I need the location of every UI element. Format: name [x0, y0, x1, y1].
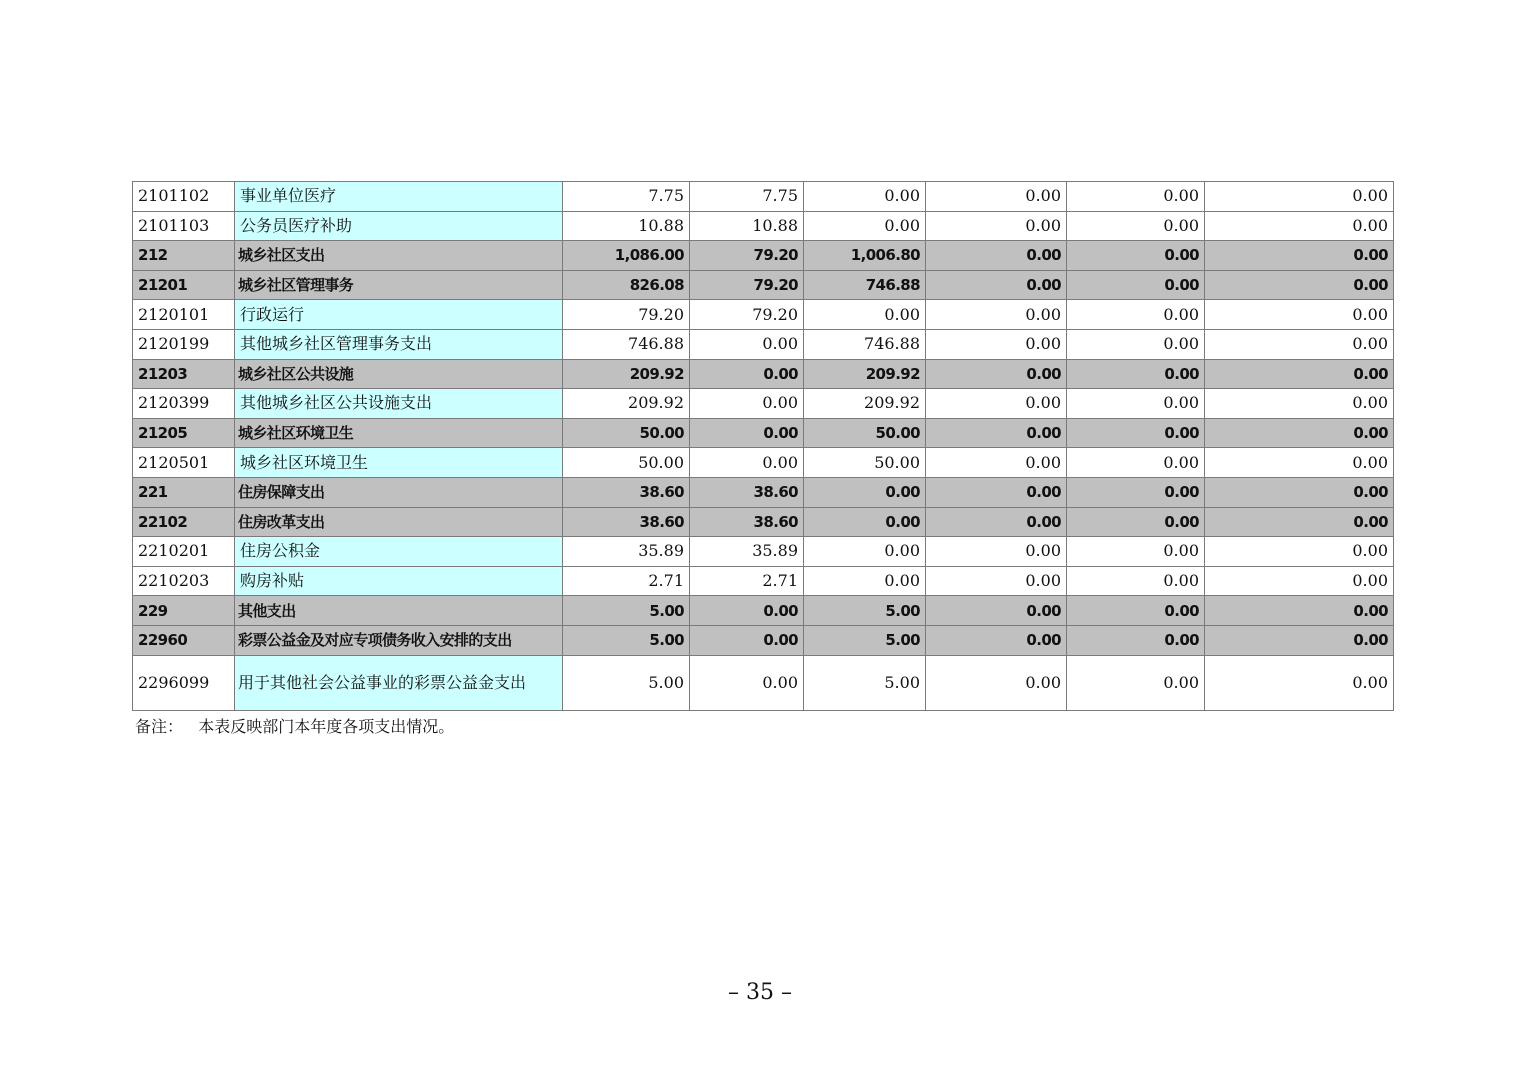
amount-total: 209.92: [563, 359, 690, 389]
amount-total: 1,086.00: [563, 241, 690, 271]
table-footnote: 备注： 本表反映部门本年度各项支出情况。: [135, 717, 455, 736]
table-row: [133, 566, 1394, 596]
amount-total: 50.00: [563, 418, 690, 448]
amount-basic: 2.71: [690, 566, 804, 596]
table-row-summary: [133, 507, 1394, 537]
amount-col4: 0.00: [926, 566, 1067, 596]
subject-name: 住房改革支出: [235, 507, 563, 537]
amount-project: 0.00: [804, 477, 926, 507]
subject-name: 其他支出: [235, 596, 563, 626]
amount-project: 746.88: [804, 329, 926, 359]
amount-basic: 0.00: [690, 329, 804, 359]
subject-code: 2120199: [133, 329, 235, 359]
amount-col4: 0.00: [926, 507, 1067, 537]
subject-name: 彩票公益金及对应专项债务收入安排的支出: [235, 625, 563, 655]
amount-col6: 0.00: [1205, 566, 1394, 596]
subject-code: 21201: [133, 270, 235, 300]
amount-project: 209.92: [804, 359, 926, 389]
subject-code: 2120399: [133, 389, 235, 419]
amount-basic: 79.20: [690, 300, 804, 330]
amount-basic: 0.00: [690, 655, 804, 710]
amount-col5: 0.00: [1067, 329, 1205, 359]
amount-col6: 0.00: [1205, 241, 1394, 271]
amount-col6: 0.00: [1205, 655, 1394, 710]
amount-basic: 38.60: [690, 477, 804, 507]
table-row: [133, 329, 1394, 359]
amount-total: 7.75: [563, 182, 690, 212]
subject-name: 城乡社区环境卫生: [235, 448, 563, 478]
table-row-summary: [133, 418, 1394, 448]
amount-col5: 0.00: [1067, 507, 1205, 537]
subject-name: 行政运行: [235, 300, 563, 330]
subject-code: 212: [133, 241, 235, 271]
amount-col5: 0.00: [1067, 448, 1205, 478]
amount-col5: 0.00: [1067, 389, 1205, 419]
amount-total: 79.20: [563, 300, 690, 330]
expenditure-table: [132, 181, 1394, 711]
amount-col4: 0.00: [926, 625, 1067, 655]
amount-basic: 0.00: [690, 625, 804, 655]
amount-basic: 0.00: [690, 359, 804, 389]
table-row: [133, 211, 1394, 241]
amount-col4: 0.00: [926, 418, 1067, 448]
subject-name: 用于其他社会公益事业的彩票公益金支出: [238, 673, 527, 692]
amount-project: 746.88: [804, 270, 926, 300]
amount-basic: 0.00: [690, 418, 804, 448]
amount-col6: 0.00: [1205, 182, 1394, 212]
amount-basic: 0.00: [690, 448, 804, 478]
table-row: [133, 655, 1394, 710]
subject-code: 22960: [133, 625, 235, 655]
amount-basic: 10.88: [690, 211, 804, 241]
amount-basic: 38.60: [690, 507, 804, 537]
amount-total: 5.00: [563, 655, 690, 710]
subject-name: 事业单位医疗: [235, 182, 563, 212]
subject-name: 公务员医疗补助: [235, 211, 563, 241]
subject-code: 221: [133, 477, 235, 507]
amount-col6: 0.00: [1205, 211, 1394, 241]
amount-project: 1,006.80: [804, 241, 926, 271]
amount-total: 10.88: [563, 211, 690, 241]
subject-code: 2296099: [133, 655, 235, 710]
amount-project: 0.00: [804, 300, 926, 330]
table-row-summary: [133, 359, 1394, 389]
subject-code: 2101102: [133, 182, 235, 212]
amount-col5: 0.00: [1067, 655, 1205, 710]
amount-project: 0.00: [804, 507, 926, 537]
amount-col5: 0.00: [1067, 300, 1205, 330]
subject-name: 城乡社区支出: [235, 241, 563, 271]
amount-col4: 0.00: [926, 329, 1067, 359]
amount-col6: 0.00: [1205, 448, 1394, 478]
amount-basic: 79.20: [690, 241, 804, 271]
amount-col6: 0.00: [1205, 270, 1394, 300]
amount-col5: 0.00: [1067, 596, 1205, 626]
amount-col5: 0.00: [1067, 537, 1205, 567]
table-row-summary: [133, 241, 1394, 271]
amount-col4: 0.00: [926, 389, 1067, 419]
subject-code: 2120501: [133, 448, 235, 478]
subject-code: 2210201: [133, 537, 235, 567]
subject-name: 住房保障支出: [235, 477, 563, 507]
subject-name: 城乡社区环境卫生: [235, 418, 563, 448]
amount-project: 50.00: [804, 418, 926, 448]
table-row-summary: [133, 625, 1394, 655]
subject-code: 2101103: [133, 211, 235, 241]
table-row: [133, 182, 1394, 212]
amount-col5: 0.00: [1067, 477, 1205, 507]
amount-col6: 0.00: [1205, 625, 1394, 655]
amount-project: 0.00: [804, 211, 926, 241]
table-row: [133, 389, 1394, 419]
amount-basic: 79.20: [690, 270, 804, 300]
subject-code: 2210203: [133, 566, 235, 596]
subject-code: 2120101: [133, 300, 235, 330]
amount-basic: 35.89: [690, 537, 804, 567]
amount-col4: 0.00: [926, 477, 1067, 507]
amount-project: 5.00: [804, 596, 926, 626]
amount-project: 0.00: [804, 182, 926, 212]
amount-col6: 0.00: [1205, 359, 1394, 389]
amount-col4: 0.00: [926, 211, 1067, 241]
table-row: [133, 448, 1394, 478]
amount-basic: 0.00: [690, 389, 804, 419]
amount-project: 50.00: [804, 448, 926, 478]
amount-total: 209.92: [563, 389, 690, 419]
subject-name: 城乡社区公共设施: [235, 359, 563, 389]
amount-col4: 0.00: [926, 596, 1067, 626]
subject-name: 城乡社区管理事务: [235, 270, 563, 300]
table-row-summary: [133, 596, 1394, 626]
amount-col5: 0.00: [1067, 270, 1205, 300]
subject-code: 22102: [133, 507, 235, 537]
amount-col5: 0.00: [1067, 566, 1205, 596]
amount-total: 5.00: [563, 596, 690, 626]
amount-col4: 0.00: [926, 655, 1067, 710]
amount-col5: 0.00: [1067, 418, 1205, 448]
amount-project: 209.92: [804, 389, 926, 419]
table-row: [133, 537, 1394, 567]
amount-col5: 0.00: [1067, 625, 1205, 655]
table-row-summary: [133, 270, 1394, 300]
amount-col5: 0.00: [1067, 241, 1205, 271]
amount-total: 38.60: [563, 477, 690, 507]
amount-col6: 0.00: [1205, 418, 1394, 448]
subject-name-cell: [235, 655, 563, 710]
amount-basic: 7.75: [690, 182, 804, 212]
amount-col6: 0.00: [1205, 300, 1394, 330]
amount-col4: 0.00: [926, 241, 1067, 271]
amount-project: 5.00: [804, 655, 926, 710]
amount-col4: 0.00: [926, 270, 1067, 300]
table-row: [133, 300, 1394, 330]
amount-total: 35.89: [563, 537, 690, 567]
amount-total: 746.88: [563, 329, 690, 359]
amount-project: 0.00: [804, 537, 926, 567]
amount-project: 5.00: [804, 625, 926, 655]
amount-col6: 0.00: [1205, 596, 1394, 626]
subject-code: 21203: [133, 359, 235, 389]
subject-name: 购房补贴: [235, 566, 563, 596]
amount-total: 50.00: [563, 448, 690, 478]
amount-total: 38.60: [563, 507, 690, 537]
amount-col6: 0.00: [1205, 329, 1394, 359]
amount-col6: 0.00: [1205, 537, 1394, 567]
amount-total: 826.08: [563, 270, 690, 300]
subject-name: 其他城乡社区管理事务支出: [235, 329, 563, 359]
amount-total: 2.71: [563, 566, 690, 596]
amount-project: 0.00: [804, 566, 926, 596]
amount-basic: 0.00: [690, 596, 804, 626]
amount-col6: 0.00: [1205, 389, 1394, 419]
amount-col5: 0.00: [1067, 359, 1205, 389]
subject-code: 229: [133, 596, 235, 626]
amount-total: 5.00: [563, 625, 690, 655]
amount-col6: 0.00: [1205, 507, 1394, 537]
amount-col5: 0.00: [1067, 182, 1205, 212]
subject-name: 住房公积金: [235, 537, 563, 567]
amount-col6: 0.00: [1205, 477, 1394, 507]
amount-col4: 0.00: [926, 537, 1067, 567]
amount-col4: 0.00: [926, 448, 1067, 478]
amount-col4: 0.00: [926, 182, 1067, 212]
subject-name: 其他城乡社区公共设施支出: [235, 389, 563, 419]
subject-code: 21205: [133, 418, 235, 448]
page-number: – 35 –: [728, 980, 792, 1005]
amount-col4: 0.00: [926, 359, 1067, 389]
amount-col5: 0.00: [1067, 211, 1205, 241]
table-row-summary: [133, 477, 1394, 507]
amount-col4: 0.00: [926, 300, 1067, 330]
